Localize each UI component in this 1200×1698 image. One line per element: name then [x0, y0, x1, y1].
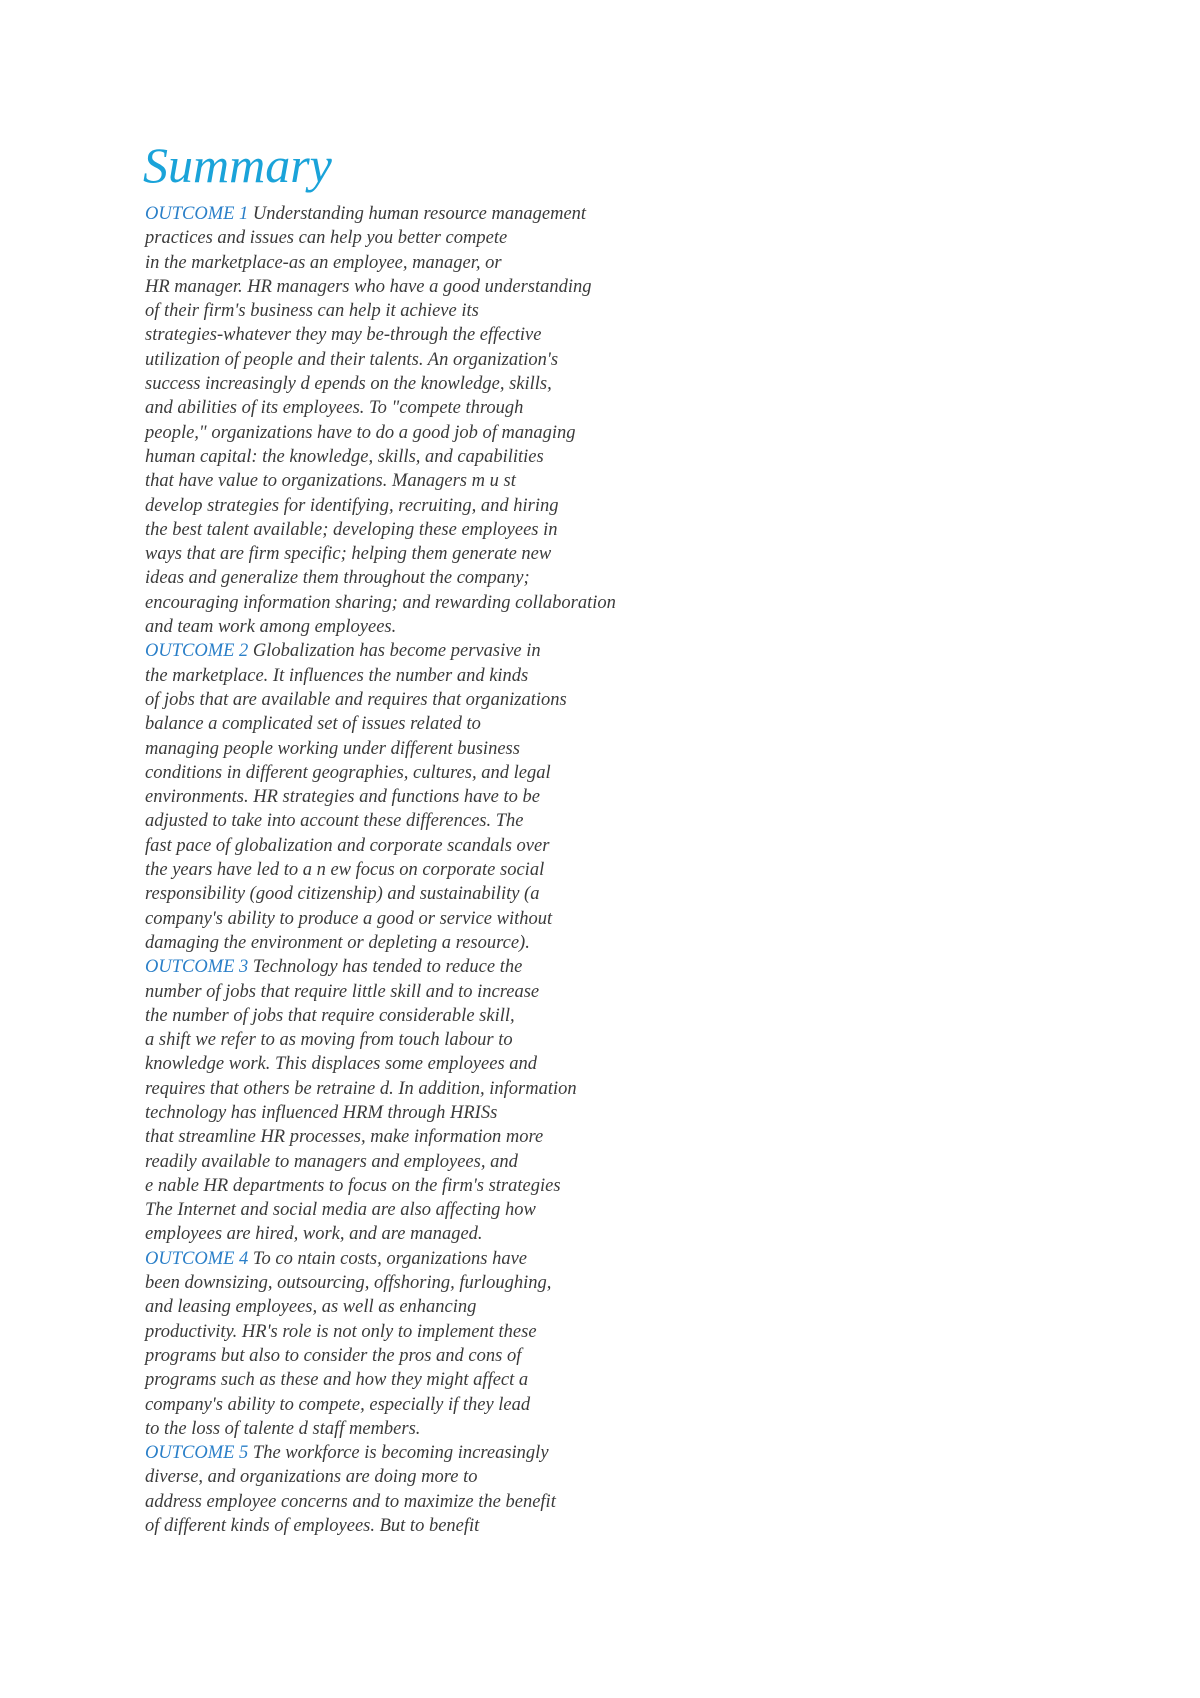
line-text: fast pace of globalization and corporate scandals over [145, 835, 550, 856]
line-text: requires that others be retraine d. In addition, information [145, 1078, 577, 1099]
outcome-label: OUTCOME 4 [145, 1248, 249, 1269]
text-line [145, 1150, 616, 1174]
line-text: programs such as these and how they might affect a [145, 1370, 529, 1391]
line-text: of their firm's business can help it achieve its [145, 301, 479, 322]
text-line [145, 494, 616, 518]
line-text: knowledge work. This displaces some employees and [145, 1054, 538, 1075]
text-line [145, 980, 616, 1004]
line-text: human capital: the knowledge, skills, and capabilities [145, 446, 544, 467]
line-text: employees are hired, work, and are managed. [145, 1224, 483, 1245]
text-line [145, 275, 616, 299]
text-line [145, 202, 616, 226]
text-line [145, 1344, 616, 1368]
text-line [145, 251, 616, 275]
text-line [145, 907, 616, 931]
text-line [145, 1101, 616, 1125]
text-line [145, 591, 616, 615]
line-text: the number of jobs that require considerable skill, [145, 1005, 515, 1026]
line-text: in the marketplace-as an employee, manager, or [145, 252, 502, 273]
text-line [145, 931, 616, 955]
text-line [145, 834, 616, 858]
line-text: readily available to managers and employees, and [145, 1151, 518, 1172]
text-line [145, 1125, 616, 1149]
line-text: e nable HR departments to focus on the firm's strategies [145, 1175, 561, 1196]
text-line [145, 1490, 616, 1514]
line-text: strategies-whatever they may be-through the effective [145, 325, 542, 346]
line-text: of different kinds of employees. But to benefit [145, 1516, 480, 1537]
text-line [145, 445, 616, 469]
text-line [145, 348, 616, 372]
line-text: conditions in different geographies, cultures, and legal [145, 762, 551, 783]
line-text: and abilities of its employees. To "compete through [145, 398, 524, 419]
text-line [145, 858, 616, 882]
line-text: technology has influenced HRM through HRISs [145, 1102, 498, 1123]
text-line [145, 1004, 616, 1028]
text-line [145, 1393, 616, 1417]
line-text: the years have led to a n ew focus on corporate social [145, 860, 545, 881]
line-text: company's ability to produce a good or service without [145, 908, 553, 929]
page-title: Summary [143, 137, 332, 193]
line-text: that streamline HR processes, make information more [145, 1127, 544, 1148]
line-text: been downsizing, outsourcing, offshoring, furloughing, [145, 1273, 552, 1294]
text-line [145, 712, 616, 736]
text-line [145, 761, 616, 785]
text-line [145, 1465, 616, 1489]
line-text: company's ability to compete, especially if they lead [145, 1394, 531, 1415]
outcome-label: OUTCOME 2 [145, 641, 249, 662]
text-line [145, 688, 616, 712]
text-line [145, 372, 616, 396]
text-line [145, 882, 616, 906]
line-text: ways that are firm specific; helping them generate new [145, 544, 552, 565]
text-line [145, 1077, 616, 1101]
line-text: managing people working under different business [145, 738, 520, 759]
text-line [145, 785, 616, 809]
line-text: productivity. HR's role is not only to implement these [145, 1321, 537, 1342]
line-text: develop strategies for identifying, recruiting, and hiring [145, 495, 559, 516]
line-text: damaging the environment or depleting a resource). [145, 932, 530, 953]
line-text: of jobs that are available and requires that organizations [145, 689, 567, 710]
line-text: to the loss of talente d staff members. [145, 1418, 421, 1439]
text-line [145, 1222, 616, 1246]
outcome-label: OUTCOME 3 [145, 957, 249, 978]
line-text: responsibility (good citizenship) and sustainability (a [145, 884, 540, 905]
text-line [145, 1368, 616, 1392]
text-line [145, 1271, 616, 1295]
text-line [145, 226, 616, 250]
line-text: encouraging information sharing; and rewarding collaboration [145, 592, 616, 613]
line-text: the marketplace. It influences the number and kinds [145, 665, 529, 686]
line-text: balance a complicated set of issues related to [145, 714, 481, 735]
outcome-label: OUTCOME 5 [145, 1443, 249, 1464]
text-line [145, 639, 616, 663]
line-text: number of jobs that require little skill and to increase [145, 981, 540, 1002]
line-text: programs but also to consider the pros and cons of [145, 1345, 522, 1366]
text-line [145, 396, 616, 420]
line-text: Technology has tended to reduce the [252, 957, 523, 978]
text-line [145, 1198, 616, 1222]
line-text: people," organizations have to do a good job of managing [145, 422, 576, 443]
summary-body [145, 202, 616, 1538]
line-text: utilization of people and their talents. An organization's [145, 349, 559, 370]
text-line [145, 542, 616, 566]
line-text: The workforce is becoming increasingly [252, 1443, 549, 1464]
text-line [145, 323, 616, 347]
outcome-label: OUTCOME 1 [145, 204, 249, 224]
text-line [145, 299, 616, 323]
line-text: The Internet and social media are also affecting how [145, 1200, 536, 1221]
text-line [145, 1417, 616, 1441]
line-text: HR manager. HR managers who have a good understanding [145, 276, 592, 297]
text-line [145, 1320, 616, 1344]
line-text: diverse, and organizations are doing more to [145, 1467, 478, 1488]
line-text: practices and issues can help you better compete [145, 228, 508, 249]
line-text: To co ntain costs, organizations have [252, 1248, 528, 1269]
line-text: the best talent available; developing these employees in [145, 519, 558, 540]
text-line [145, 518, 616, 542]
text-line [145, 566, 616, 590]
line-text: and leasing employees, as well as enhancing [145, 1297, 477, 1318]
line-text: Understanding human resource management [252, 204, 587, 224]
text-line [145, 469, 616, 493]
line-text: Globalization has become pervasive in [252, 641, 541, 662]
line-text: that have value to organizations. Managers m u st [145, 471, 516, 492]
text-line [145, 1028, 616, 1052]
line-text: a shift we refer to as moving from touch labour to [145, 1030, 513, 1051]
line-text: adjusted to take into account these differences. The [145, 811, 524, 832]
line-text: and team work among employees. [145, 617, 397, 638]
line-text: address employee concerns and to maximize the benefit [145, 1491, 556, 1512]
text-line [145, 1052, 616, 1076]
text-line [145, 664, 616, 688]
text-line [145, 1247, 616, 1271]
line-text: environments. HR strategies and functions have to be [145, 787, 540, 808]
text-line [145, 809, 616, 833]
text-line [145, 1174, 616, 1198]
text-line [145, 737, 616, 761]
text-line [145, 1295, 616, 1319]
line-text: success increasingly d epends on the knowledge, skills, [145, 374, 552, 395]
line-text: ideas and generalize them throughout the company; [145, 568, 530, 589]
text-line [145, 955, 616, 979]
text-line [145, 421, 616, 445]
text-line [145, 615, 616, 639]
text-line [145, 1514, 616, 1538]
text-line [145, 1441, 616, 1465]
